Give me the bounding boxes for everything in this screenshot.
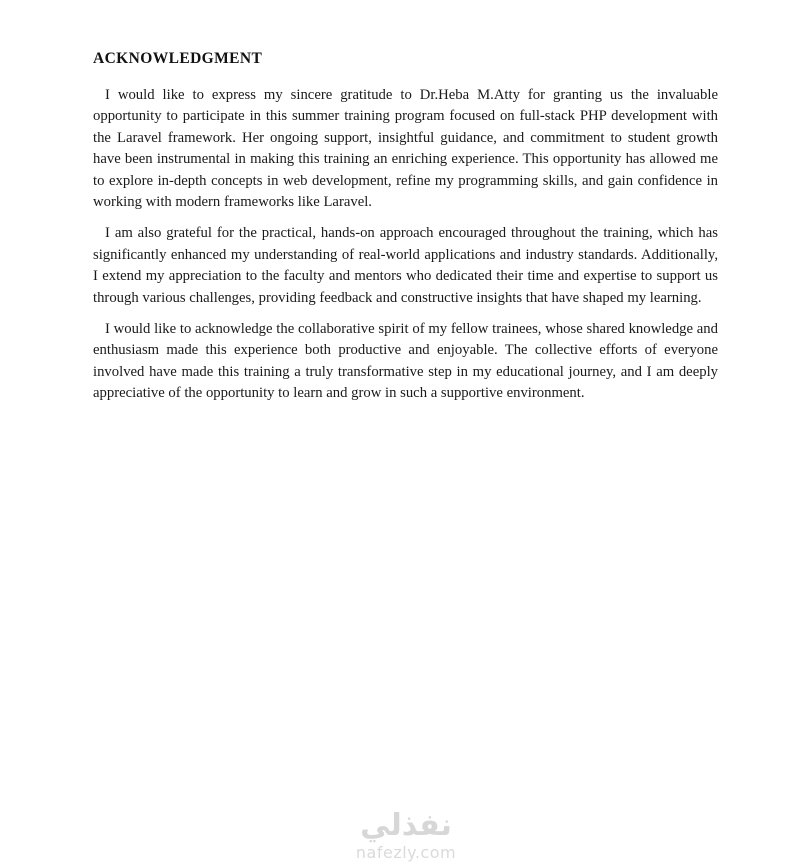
nafezly-site-text: nafezly.com: [355, 843, 457, 862]
acknowledgment-heading: ACKNOWLEDGMENT: [93, 50, 263, 67]
nafezly-logo: نفذلي: [360, 808, 452, 843]
paragraph-2: I am also grateful for the practical, hands-on approach encouraged throughout the training, which has significantly enhanced my understanding of real-world applications and industry standards. Additionally, I extend my appreciation to the faculty and mentors who dedicated their time and expertise to support us through various challenges, providing feedback and constructive insights that have shaped my learning.: [93, 225, 718, 306]
paragraph-1: I would like to express my sincere gratitude to Dr.Heba M.Atty for granting us the invaluable opportunity to participate in this summer training program focused on full-stack PHP development with the Laravel framework. Her ongoing support, insightful guidance, and commitment to student growth have been instrumental in making this training an enriching experience. This opportunity has allowed me to explore in-depth concepts in web development, refine my programming skills, and gain confidence in working with modern frameworks like Laravel.: [93, 87, 718, 211]
document-content: [93, 50, 718, 415]
paragraph-3: I would like to acknowledge the collaborative spirit of my fellow trainees, whose shared knowledge and enthusiasm made this experience both productive and enjoyable. The collective efforts of everyone involved have made this training a truly transformative step in my educational journey, and I am deeply appreciative of the opportunity to learn and grow in such a supportive environment.: [93, 321, 718, 402]
watermark: [0, 809, 812, 862]
